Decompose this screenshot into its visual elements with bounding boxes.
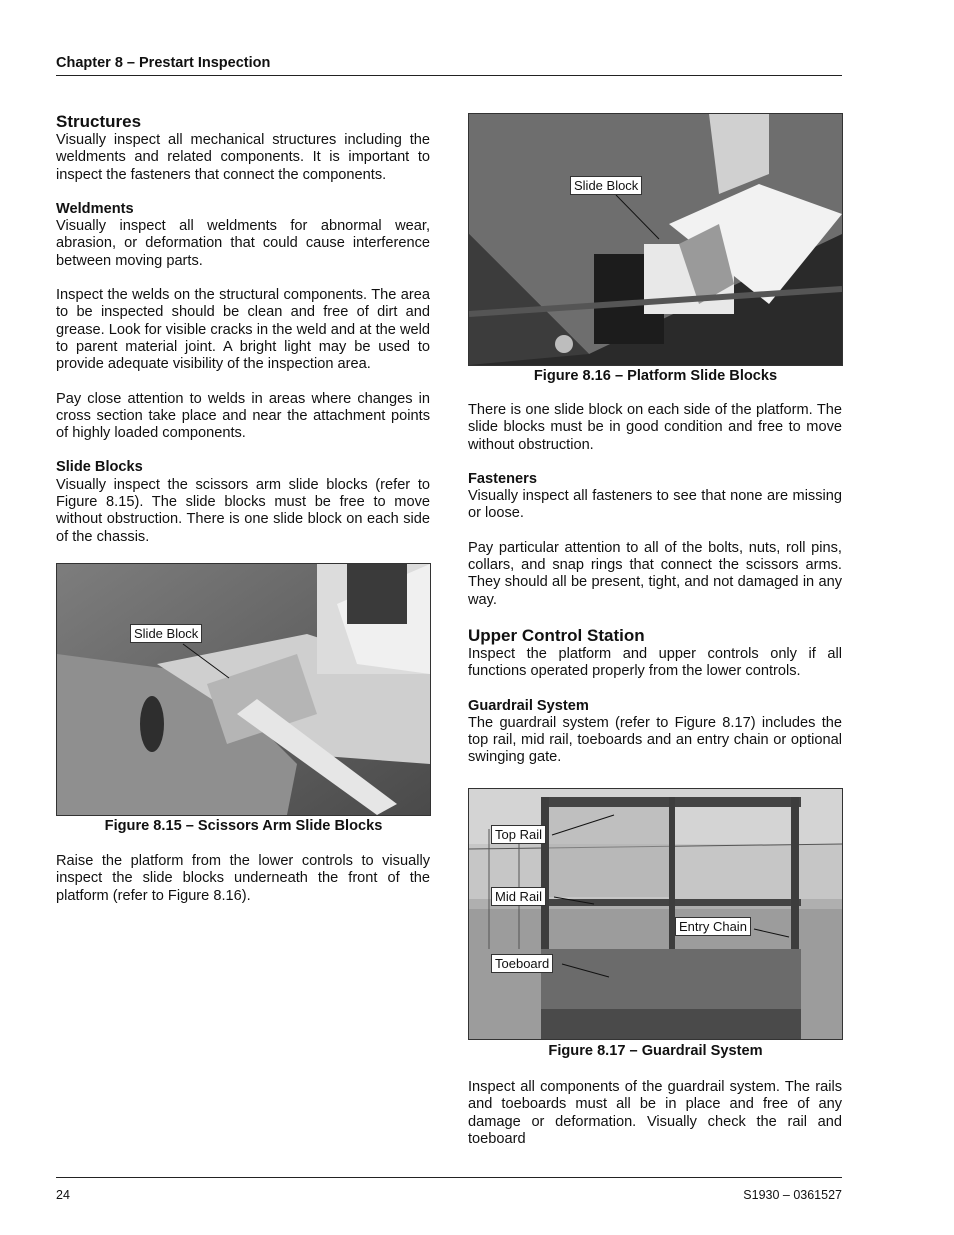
weldments-paragraph-1: Visually inspect all weldments for abnormal wear, abrasion, or deformation that could cause interference between moving parts. xyxy=(56,218,430,269)
figure-8-17-caption: Figure 8.17 – Guardrail System xyxy=(548,1043,763,1059)
platform-slide-paragraph: There is one slide block on each side of the platform. The slide blocks must be in good condition and free to move without obstruction. xyxy=(468,402,842,453)
fasteners-heading: Fasteners xyxy=(468,470,537,487)
footer-rule xyxy=(56,1177,842,1178)
weldments-paragraph-3: Pay close attention to welds in areas where changes in cross section take place and near the attachment points of highly loaded components. xyxy=(56,390,430,442)
scissors-arm-photo xyxy=(57,564,430,815)
left-column-bottom xyxy=(56,853,430,905)
left-column xyxy=(56,111,430,546)
slide-blocks-paragraph: Visually inspect the scissors arm slide blocks (refer to Figure 8.15). The slide blocks must be free to move without obstruction. There is one slide block on each side of the chassis. xyxy=(56,476,430,545)
guardrail-heading: Guardrail System xyxy=(468,697,589,714)
header-rule xyxy=(56,75,842,76)
slide-blocks-heading: Slide Blocks xyxy=(56,459,143,476)
upper-control-station-paragraph: Inspect the platform and upper controls only if all functions operated properly from the lower controls. xyxy=(468,645,842,680)
figure-8-16-photo xyxy=(468,113,843,366)
platform-underside-photo xyxy=(469,114,842,365)
document-id: S1930 – 0361527 xyxy=(743,1188,842,1202)
entry-chain-label: Entry Chain xyxy=(675,917,751,936)
figure-8-15-caption: Figure 8.15 – Scissors Arm Slide Blocks xyxy=(104,818,383,834)
top-rail-label: Top Rail xyxy=(491,825,546,844)
page-number: 24 xyxy=(56,1188,70,1202)
right-column-bottom xyxy=(468,1079,842,1148)
structures-heading: Structures xyxy=(56,112,142,131)
figure-8-17-photo xyxy=(468,788,843,1040)
chapter-header: Chapter 8 – Prestart Inspection xyxy=(56,55,271,71)
inspect-guardrail-paragraph: Inspect all components of the guardrail system. The rails and toeboards must all be in place and free of any damage or deformation. Visually check the rail and toeboard xyxy=(468,1079,842,1147)
figure-8-16-caption: Figure 8.16 – Platform Slide Blocks xyxy=(533,368,778,384)
weldments-heading: Weldments xyxy=(56,200,134,217)
guardrail-paragraph: The guardrail system (refer to Figure 8.17) includes the top rail, mid rail, toeboards and an entry chain or optional swinging gate. xyxy=(468,714,842,766)
toeboard-label: Toeboard xyxy=(491,954,553,973)
weldments-paragraph-2: Inspect the welds on the structural components. The area to be inspected should be clean and free of dirt and grease. Look for visible cracks in the weld and at the weld to parent material joint. A bright light may be used to provide adequate visibility of the inspection area. xyxy=(56,287,430,373)
mid-rail-label: Mid Rail xyxy=(491,887,546,906)
figure-8-15-photo xyxy=(56,563,431,816)
structures-paragraph: Visually inspect all mechanical structures including the weldments and related components. It is important to inspect the fasteners that connect the components. xyxy=(56,132,430,183)
slide-block-label: Slide Block xyxy=(570,176,642,195)
slide-block-label: Slide Block xyxy=(130,624,202,643)
right-column xyxy=(468,402,842,767)
fasteners-paragraph-1: Visually inspect all fasteners to see that none are missing or loose. xyxy=(468,488,842,522)
raise-platform-paragraph: Raise the platform from the lower controls to visually inspect the slide blocks underneath the front of the platform (refer to Figure 8.16). xyxy=(56,853,430,904)
fasteners-paragraph-2: Pay particular attention to all of the bolts, nuts, roll pins, collars, and snap rings that connect the scissors arms. They should all be present, tight, and not damaged in any way. xyxy=(468,539,842,608)
upper-control-station-heading: Upper Control Station xyxy=(468,625,645,645)
